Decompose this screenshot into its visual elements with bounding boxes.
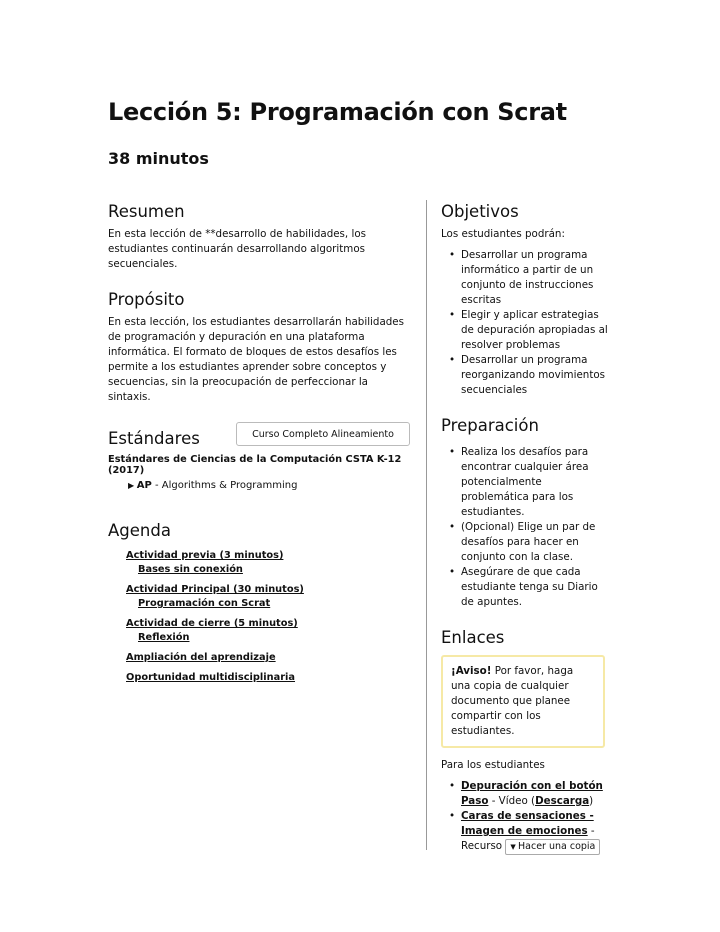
list-item: • Desarrollar un programa reorganizando movimientos secuenciales [449,353,609,398]
proposito-section [108,290,413,405]
make-copy-label: Hacer una copia [518,841,596,852]
resource-type: - Recurso [461,825,595,852]
agenda-heading: Agenda [108,521,171,540]
agenda-link[interactable]: Oportunidad multidisciplinaria [126,672,296,683]
objetivos-heading: Objetivos [441,202,519,221]
resumen-section [108,202,413,272]
list-item: • Desarrollar un programa informático a partir de un conjunto de instrucciones escritas [449,248,609,308]
page-title: Lección 5: Programación con Scrat [108,98,567,126]
lesson-duration: 38 minutos [108,149,209,168]
agenda-link[interactable]: Actividad previa (3 minutos) [126,550,284,561]
agenda-sublink[interactable]: Reflexión [138,632,190,643]
left-column [108,202,413,692]
resource-link[interactable]: Depuración con el botón Paso [461,780,603,807]
enlaces-section [441,628,609,855]
resource-item [449,779,609,809]
list-item: • Asegúrare de que cada estudiante tenga su Diario de apuntes. [449,565,609,610]
standard-code: AP [136,480,152,491]
standards-framework: Estándares de Ciencias de la Computación CSTA K-12 (2017) [108,454,402,476]
resumen-text: En esta lección de **desarrollo de habilidades, los estudiantes continuarán desarrollando algoritmos secuenciales. [108,228,366,270]
agenda-link[interactable]: Actividad de cierre (5 minutos) [126,618,298,629]
list-item: • Realiza los desafíos para encontrar cualquier área potencialmente problemática para los estudiantes. [449,445,609,520]
make-copy-button[interactable] [505,839,600,855]
resource-type: - Vídeo ( [488,795,536,807]
resource-link[interactable]: Caras de sensaciones - Imagen de emociones [461,810,594,837]
right-column [441,202,609,855]
preparacion-heading: Preparación [441,416,539,435]
objetivos-intro: Los estudiantes podrán: [441,228,565,240]
caret-down-icon: ▼ [510,843,518,851]
enlaces-heading: Enlaces [441,628,505,647]
resumen-heading: Resumen [108,202,185,221]
proposito-text: En esta lección, los estudiantes desarrollarán habilidades de programación y depuración en una plataforma informática. El formato de bloques de estos desafíos les permite a los estudiantes aprender sobre conceptos y secuencias, sin la preocupación de perfeccionar la sintaxis. [108,316,404,403]
standard-item[interactable] [128,480,413,491]
agenda-section [108,521,413,683]
agenda-sublink[interactable]: Bases sin conexión [138,564,243,575]
estandares-heading: Estándares [108,429,200,448]
download-link[interactable]: Descarga [535,795,590,807]
list-item: • (Opcional) Elige un par de desafíos para hacer en conjunto con la clase. [449,520,609,565]
standard-label: Algorithms & Programming [161,480,298,491]
agenda-link[interactable]: Actividad Principal (30 minutos) [126,584,304,595]
objetivos-section [441,202,609,398]
notice-label: ¡Aviso! [451,665,492,677]
agenda-link[interactable]: Ampliación del aprendizaje [126,652,276,663]
estandares-section [108,429,413,491]
triangle-right-icon: ▶ [128,481,137,490]
for-students-label: Para los estudiantes [441,759,545,771]
paren: ) [589,795,594,807]
separator: - [151,480,162,491]
notice-box [441,655,605,748]
notice-text: Por favor, haga una copia de cualquier documento que planee compartir con los estudiantes. [451,665,574,737]
proposito-heading: Propósito [108,290,185,309]
preparacion-section [441,416,609,610]
resource-item [449,809,609,855]
list-item: • Elegir y aplicar estrategias de depuración apropiadas al resolver problemas [449,308,609,353]
agenda-sublink[interactable]: Programación con Scrat [138,598,271,609]
column-divider [426,200,427,850]
full-course-alignment-button[interactable]: Curso Completo Alineamiento [236,422,410,446]
